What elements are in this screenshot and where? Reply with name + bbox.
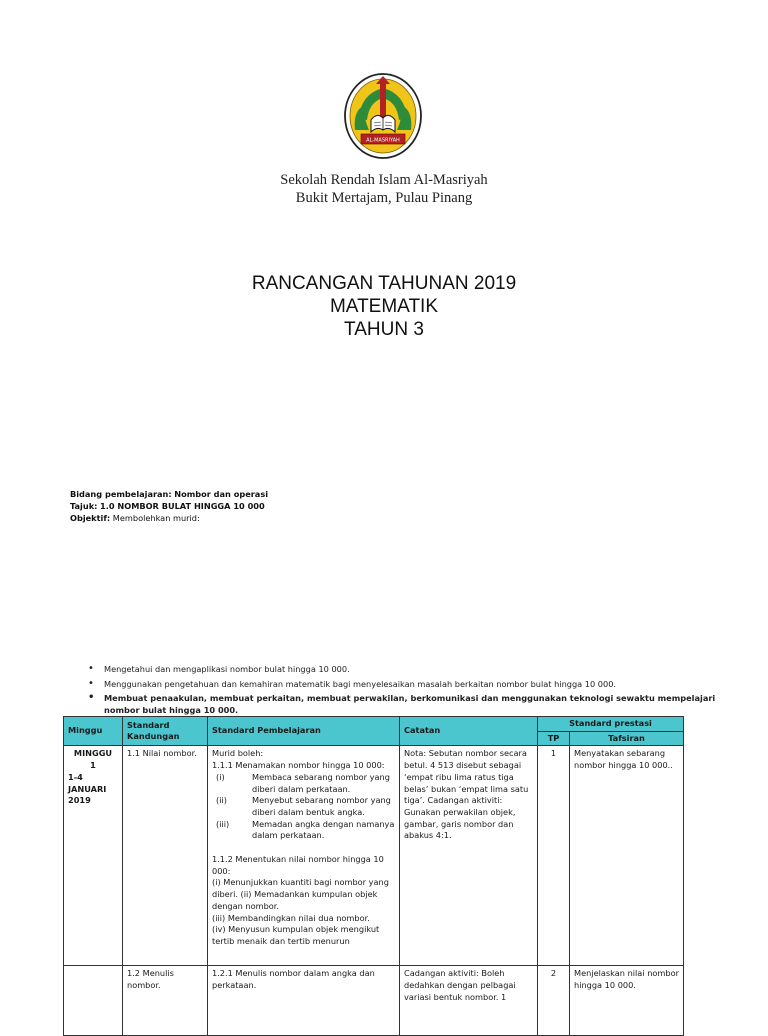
sp-sub-item bbox=[212, 819, 395, 842]
sp-1-1-1: 1.1.1 Menamakan nombor hingga 10 000: bbox=[212, 760, 385, 771]
minggu-range: 1-4 bbox=[68, 771, 83, 782]
objektif-label: Objektif: bbox=[70, 513, 111, 523]
title-line-2: MATEMATIK bbox=[329, 296, 439, 317]
cell-tafsiran: Menjelaskan nilai nombor hingga 10 000. bbox=[570, 966, 684, 1036]
svg-text:AL-MASRIYAH: AL-MASRIYAH bbox=[366, 137, 400, 144]
bidang-value: Nombor dan operasi bbox=[174, 489, 269, 499]
sp-sub-text: Menyebut sebarang nombor yang diberi dalam bentuk angka. bbox=[252, 795, 391, 817]
sp-1-1-2-body: (i) Menunjukkan kuantiti bagi nombor yang diberi. (ii) Memadankan kumpulan objek dengan nombor. bbox=[212, 877, 389, 911]
cell-tafsiran: Menyatakan sebarang nombor hingga 10 000.. bbox=[570, 746, 684, 966]
cell-standard-kandungan: 1.2 Menulis nombor. bbox=[123, 966, 208, 1036]
spacer bbox=[212, 842, 395, 854]
objektif-value: Membolehkan murid: bbox=[112, 513, 200, 523]
header-standard-kandungan: Standard Kandungan bbox=[123, 717, 208, 746]
school-header bbox=[0, 171, 768, 207]
objectives-list bbox=[88, 664, 728, 719]
table-row bbox=[64, 966, 684, 1036]
minggu-month: JANUARI bbox=[68, 783, 107, 794]
cell-catatan: Cadangan aktiviti: Boleh dedahkan dengan pelbagai variasi bentuk nombor. 1 bbox=[400, 966, 538, 1036]
objective-item: • Menggunakan pengetahuan dan kemahiran matematik bagi menyelesaikan masalah berkaitan nombor bulat hingga 10 000. bbox=[88, 679, 728, 691]
objective-item: • Membuat penaakulan, membuat perkaitan, membuat perwakilan, berkomunikasi dan menggunakan teknologi sewaktu mempelajari nombor bulat hingga 10 000. bbox=[88, 693, 728, 716]
sp-1-1-2-iv: (iv) Menyusun kumpulan objek mengikut tertib menaik dan tertib menurun bbox=[212, 924, 380, 946]
header-standard-prestasi: Standard prestasi bbox=[538, 717, 684, 732]
tajuk-label: Tajuk: bbox=[70, 501, 98, 511]
cell-minggu bbox=[64, 966, 123, 1036]
sp-1-1-2-iii: (iii) Membandingkan nilai dua nombor. bbox=[212, 912, 370, 923]
sp-intro: Murid boleh: bbox=[212, 748, 264, 759]
school-crest-logo bbox=[343, 72, 423, 160]
header-tp: TP bbox=[538, 731, 570, 746]
minggu-label: MINGGU bbox=[73, 748, 113, 759]
table-row bbox=[64, 746, 684, 966]
cell-standard-pembelajaran: 1.2.1 Menulis nombor dalam angka dan perkataan. bbox=[208, 966, 400, 1036]
minggu-year: 2019 bbox=[68, 795, 91, 806]
annual-plan-table bbox=[63, 716, 684, 1036]
cell-tp: 2 bbox=[538, 966, 570, 1036]
cell-standard-kandungan: 1.1 Nilai nombor. bbox=[123, 746, 208, 966]
school-location: Bukit Mertajam, Pulau Pinang bbox=[295, 190, 473, 206]
sp-sub-num: (i) bbox=[216, 771, 225, 782]
header-tafsiran: Tafsiran bbox=[570, 731, 684, 746]
cell-tp: 1 bbox=[538, 746, 570, 966]
sp-sub-item bbox=[212, 795, 395, 818]
table-header-row bbox=[64, 717, 684, 732]
bidang-label: Bidang pembelajaran: bbox=[70, 489, 172, 499]
course-meta bbox=[70, 488, 268, 524]
sp-sub-item bbox=[212, 772, 395, 795]
school-name: Sekolah Rendah Islam Al-Masriyah bbox=[280, 172, 488, 188]
title-line-1: RANCANGAN TAHUNAN 2019 bbox=[251, 273, 517, 294]
cell-standard-pembelajaran bbox=[208, 746, 400, 966]
sp-sub-num: (iii) bbox=[216, 818, 230, 829]
tajuk-value: 1.0 NOMBOR BULAT HINGGA 10 000 bbox=[100, 501, 265, 511]
header-catatan: Catatan bbox=[400, 717, 538, 746]
sp-1-1-2: 1.1.2 Menentukan nilai nombor hingga 10 000: bbox=[212, 854, 384, 876]
objektif-line bbox=[70, 512, 268, 524]
bidang-line bbox=[70, 488, 268, 500]
sp-sub-text: Membaca sebarang nombor yang diberi dalam perkataan. bbox=[252, 771, 390, 794]
header-minggu: Minggu bbox=[64, 717, 123, 746]
tajuk-line bbox=[70, 500, 268, 512]
sp-sub-num: (ii) bbox=[216, 795, 227, 806]
minggu-number: 1 bbox=[90, 760, 96, 771]
cell-minggu bbox=[64, 746, 123, 966]
title-line-3: TAHUN 3 bbox=[344, 319, 424, 340]
sp-sub-text: Memadan angka dengan namanya dalam perkataan. bbox=[252, 818, 395, 841]
document-title bbox=[0, 272, 768, 341]
header-standard-pembelajaran: Standard Pembelajaran bbox=[208, 717, 400, 746]
cell-catatan: Nota: Sebutan nombor secara betul. 4 513 disebut sebagai ‘empat ribu lima ratus tiga belas’ bukan ‘empat lima satu tiga’. Cadangan aktiviti: Gunakan perwakilan objek, gambar, garis nombor dan abakus 4:1. bbox=[400, 746, 538, 966]
objective-item: • Mengetahui dan mengaplikasi nombor bulat hingga 10 000. bbox=[88, 664, 728, 676]
